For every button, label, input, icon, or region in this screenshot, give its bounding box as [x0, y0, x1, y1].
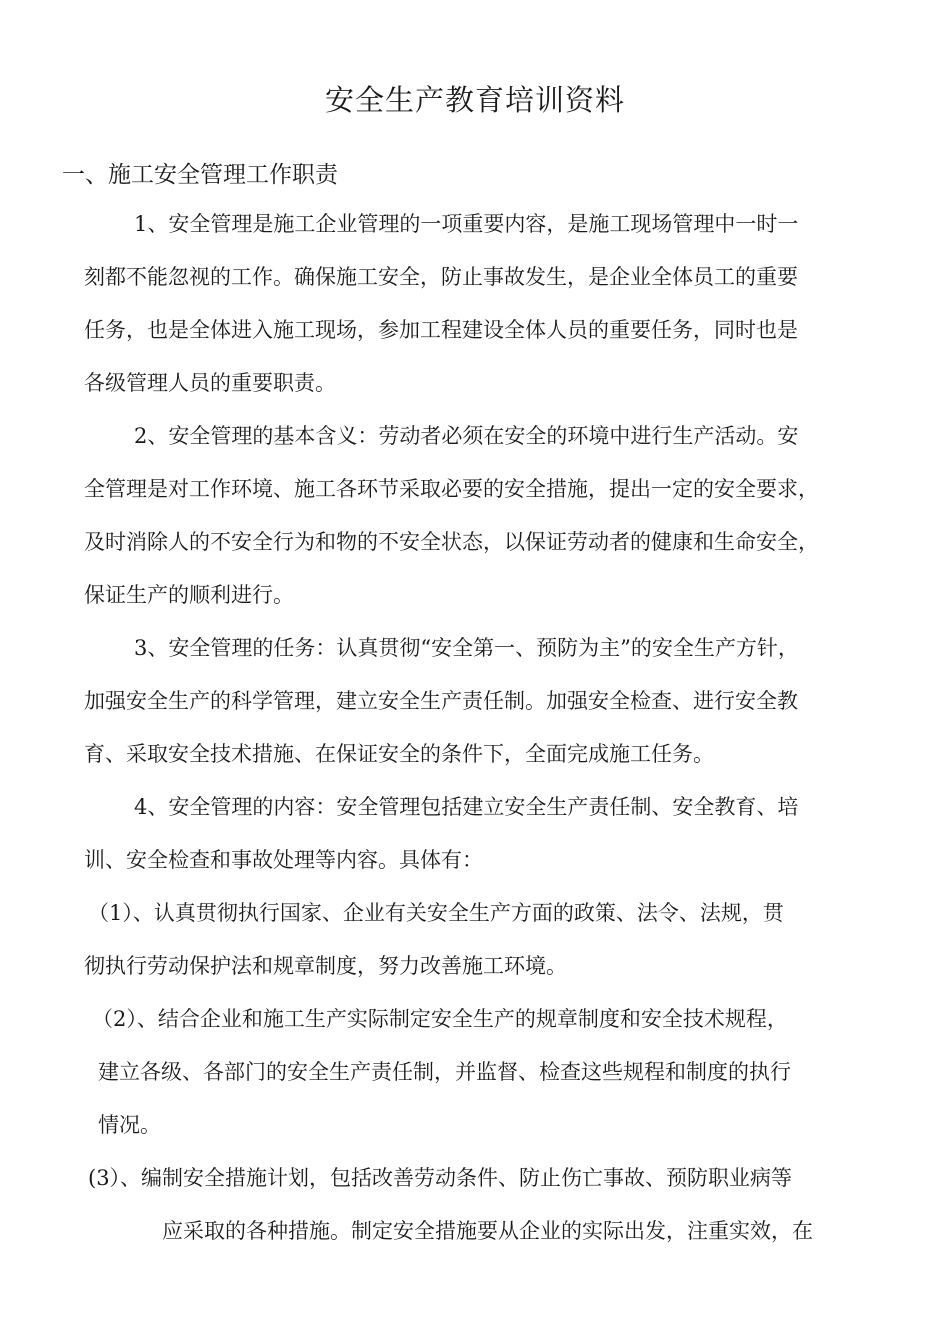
p4-line-1: 4、安全管理的内容：安全管理包括建立安全生产责任制、安全教育、培: [134, 795, 799, 819]
p1-line-3: 任务，也是全体进入施工现场，参加工程建设全体人员的重要任务，同时也是: [84, 318, 798, 342]
p2-line-2: 全管理是对工作环境、施工各环节采取必要的安全措施，提出一定的安全要求，: [84, 477, 819, 501]
item2-line-1: （2）、结合企业和施工生产实际制定安全生产的规章制度和安全技术规程，: [92, 1007, 788, 1031]
document-title: 安全生产教育培训资料: [324, 83, 625, 117]
p2-line-1: 2、安全管理的基本含义：劳动者必须在安全的环境中进行生产活动。安: [134, 424, 799, 448]
p2-line-4: 保证生产的顺利进行。: [84, 583, 294, 607]
item1-line-2: 彻执行劳动保护法和规章制度，努力改善施工环境。: [84, 954, 567, 978]
item3-line-1: (3）、编制安全措施计划，包括改善劳动条件、防止伤亡事故、预防职业病等: [88, 1166, 793, 1190]
p3-line-2: 加强安全生产的科学管理，建立安全生产责任制。加强安全检查、进行安全教: [84, 689, 798, 713]
p3-line-1: 3、安全管理的任务：认真贯彻“安全第一、预防为主”的安全生产方针，: [134, 636, 799, 660]
item3-line-2: 应采取的各种措施。制定安全措施要从企业的实际出发，注重实效，在: [162, 1219, 813, 1243]
p1-line-2: 刻都不能忽视的工作。确保施工安全，防止事故发生，是企业全体员工的重要: [84, 265, 798, 289]
section-heading: 一、施工安全管理工作职责: [62, 162, 338, 188]
item2-line-3: 情况。: [98, 1113, 161, 1137]
p4-line-2: 训、安全检查和事故处理等内容。具体有：: [84, 848, 483, 872]
item2-line-2: 建立各级、各部门的安全生产责任制，并监督、检查这些规程和制度的执行: [98, 1060, 791, 1084]
item1-line-1: （1）、认真贯彻执行国家、企业有关安全生产方面的政策、法令、法规，贯: [88, 901, 784, 925]
p3-line-3: 育、采取安全技术措施、在保证安全的条件下，全面完成施工任务。: [84, 742, 714, 766]
p1-line-1: 1、安全管理是施工企业管理的一项重要内容，是施工现场管理中一时一: [134, 212, 799, 236]
p1-line-4: 各级管理人员的重要职责。: [84, 371, 336, 395]
p2-line-3: 及时消除人的不安全行为和物的不安全状态，以保证劳动者的健康和生命安全，: [84, 530, 819, 554]
